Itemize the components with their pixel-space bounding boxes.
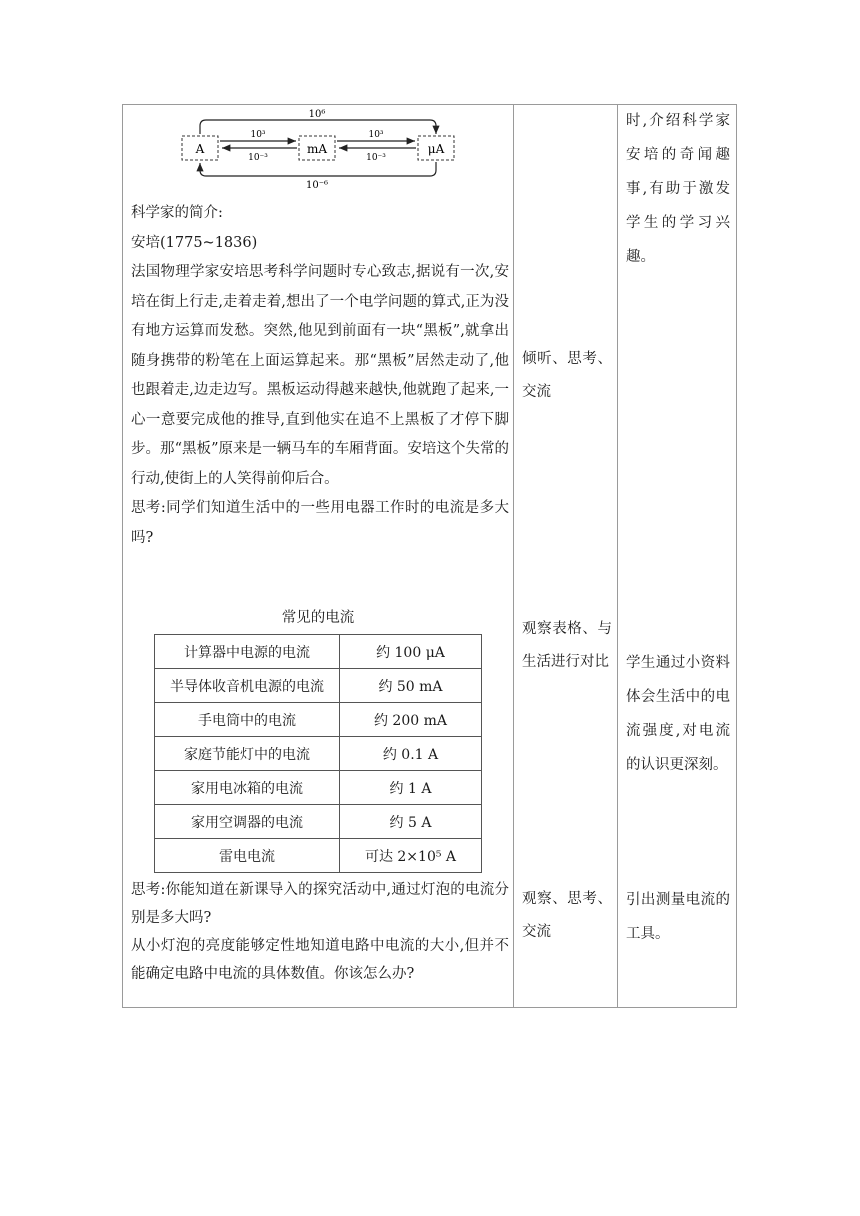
table-row xyxy=(155,805,482,839)
column-divider xyxy=(513,104,514,1008)
current-value-cell: 约 200 mA xyxy=(340,703,482,737)
unit-conversion-diagram xyxy=(176,106,466,196)
bottom-factor-label: 10⁻⁶ xyxy=(305,180,329,191)
top-factor-label: 10⁶ xyxy=(308,109,326,120)
scientist-name: 安培(1775~1836) xyxy=(131,234,258,251)
current-value-cell: 约 0.1 A xyxy=(340,737,482,771)
table-row xyxy=(155,669,482,703)
table-title: 常见的电流 xyxy=(281,610,355,626)
current-value-cell: 约 1 A xyxy=(340,771,482,805)
think-answer: 从小灯泡的亮度能够定性地知道电路中电流的大小,但并不能确定电路中电流的具体数值。你该怎么办? xyxy=(131,938,509,982)
ua-to-ma-label: 10⁻³ xyxy=(366,153,386,163)
current-source-cell: 家用电冰箱的电流 xyxy=(155,771,340,805)
current-value-cell: 约 5 A xyxy=(340,805,482,839)
table-row xyxy=(155,635,482,669)
intent-2: 学生通过小资料体会生活中的电流强度,对电流的认识更深刻。 xyxy=(626,655,730,773)
think-question-2: 思考:你能知道在新课导入的探究活动中,通过灯泡的电流分别是多大吗? xyxy=(131,882,509,926)
ma-to-a-label: 10⁻³ xyxy=(248,153,268,163)
current-source-cell: 计算器中电源的电流 xyxy=(155,635,340,669)
table-row xyxy=(155,839,482,873)
current-source-cell: 雷电电流 xyxy=(155,839,340,873)
table-row xyxy=(155,771,482,805)
ampere-story: 法国物理学家安培思考科学问题时专心致志,据说有一次,安培在街上行走,走着走着,想出了一个电学问题的算式,正为没有地方运算而发愁。突然,他见到前面有一块“黑板”,就拿出随身携带的粉笔在上面运算起来。那“黑板”居然走动了,他也跟着走,边走边写。黑板运动得越来越快,他就跑了起来,一心一意要完成他的推导,直到他实在追不上黑板了才停下脚步。那“黑板”原来是一辆马车的车厢背面。安培这个失常的行动,使街上的人笑得前仰后合。 xyxy=(131,264,509,487)
current-value-cell: 可达 2×10⁵ A xyxy=(340,839,482,873)
think-question-1: 思考:同学们知道生活中的一些用电器工作时的电流是多大吗? xyxy=(131,500,509,546)
intro-heading: 科学家的简介: xyxy=(131,205,223,221)
activity-1: 倾听、思考、交流 xyxy=(522,351,612,400)
current-value-cell: 约 100 μA xyxy=(340,635,482,669)
table-row xyxy=(155,737,482,771)
current-value-cell: 约 50 mA xyxy=(340,669,482,703)
common-currents-table xyxy=(154,634,482,873)
activity-2: 观察表格、与生活进行对比 xyxy=(522,621,612,670)
table-row xyxy=(155,703,482,737)
node-ua-label: μA xyxy=(427,142,445,156)
intent-3: 引出测量电流的工具。 xyxy=(626,892,730,942)
current-source-cell: 半导体收音机电源的电流 xyxy=(155,669,340,703)
a-to-ma-label: 10³ xyxy=(250,130,266,140)
ma-to-ua-label: 10³ xyxy=(368,130,384,140)
current-source-cell: 家用空调器的电流 xyxy=(155,805,340,839)
column-divider xyxy=(617,104,618,1008)
current-source-cell: 手电筒中的电流 xyxy=(155,703,340,737)
current-source-cell: 家庭节能灯中的电流 xyxy=(155,737,340,771)
activity-3: 观察、思考、交流 xyxy=(522,891,612,940)
node-ma-label: mA xyxy=(306,142,328,156)
intent-1: 时,介绍科学家安培的奇闻趣事,有助于激发学生的学习兴趣。 xyxy=(626,113,730,265)
node-a-label: A xyxy=(195,142,205,156)
